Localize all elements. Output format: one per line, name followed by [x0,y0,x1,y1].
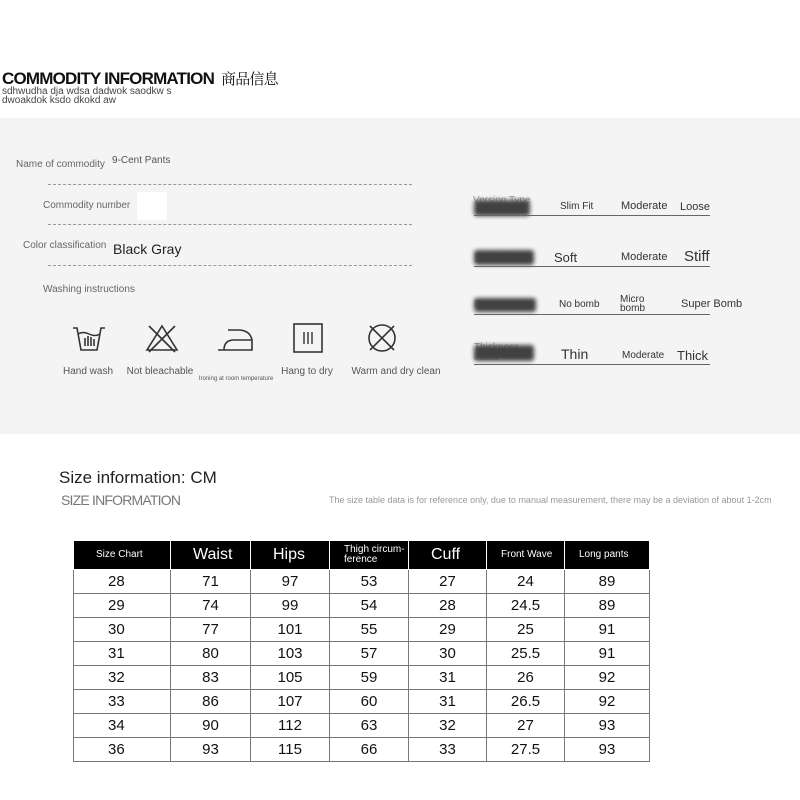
table-cell: 107 [251,690,330,714]
table-cell: 89 [565,594,650,618]
table-row [74,666,650,690]
table-cell: 115 [251,738,330,762]
name-of-commodity-value: 9-Cent Pants [112,155,171,166]
option-soft: Soft [554,250,578,265]
table-cell: 26 [487,666,565,690]
table-cell: 91 [565,618,650,642]
size-table-body [74,570,650,762]
table-cell: 31 [74,642,171,666]
warm-dry-clean-label: Warm and dry clean [351,366,441,377]
table-cell: 103 [251,642,330,666]
table-cell: 105 [251,666,330,690]
table-cell: 31 [409,690,487,714]
attribute-scale-line [474,364,710,365]
table-cell: 29 [74,594,171,618]
hand-wash-icon [69,322,109,354]
table-cell: 24.5 [487,594,565,618]
table-cell: 27.5 [487,738,565,762]
table-cell: 26.5 [487,690,565,714]
size-table-note: The size table data is for reference only, due to manual measurement, there may be a deviation of about 1-2cm [329,495,772,505]
option-super-bomb: Super Bomb [681,298,743,310]
divider [48,184,412,185]
divider [48,224,412,225]
table-cell: 112 [251,714,330,738]
option-moderate: Moderate [622,350,665,361]
table-cell: 93 [565,714,650,738]
table-row [74,642,650,666]
table-cell: 77 [171,618,251,642]
table-cell: 25 [487,618,565,642]
option-moderate: Moderate [621,251,668,263]
table-row [74,594,650,618]
option-thick: Thick [677,348,709,363]
table-cell: 32 [74,666,171,690]
not-bleachable-label: Not bleachable [126,366,194,377]
table-cell: 83 [171,666,251,690]
table-cell: 24 [487,570,565,594]
table-cell: 93 [565,738,650,762]
table-cell: 57 [330,642,409,666]
header-long-pants: Long pants [565,541,650,570]
table-cell: 59 [330,666,409,690]
size-information-subtitle: SIZE INFORMATION [61,492,181,508]
elastic-index-label: Elastic index [474,299,531,310]
option-no-bomb: No bomb [559,299,600,310]
table-cell: 55 [330,618,409,642]
option-moderate: Moderate [621,200,668,212]
table-cell: 91 [565,642,650,666]
ironing-label: Ironing at room temperature [198,376,274,382]
hand-wash-label: Hand wash [62,366,114,377]
table-cell: 28 [74,570,171,594]
option-thin: Thin [561,346,589,362]
table-cell: 31 [409,666,487,690]
table-cell: 99 [251,594,330,618]
thickness-index-label: Thickness index [474,342,520,363]
header-thigh: Thigh circum-ference [330,541,409,570]
option-stiff: Stiff [684,248,710,265]
table-cell: 92 [565,690,650,714]
header-front-wave: Front Wave [487,541,565,570]
washing-instructions-label: Washing instructions [43,284,135,295]
table-cell: 80 [171,642,251,666]
option-micro-bomb: Micro bomb [620,294,646,314]
hang-dry-icon [288,322,328,354]
table-cell: 93 [171,738,251,762]
commodity-number-value [137,192,167,220]
table-cell: 90 [171,714,251,738]
divider [48,265,412,266]
table-row [74,690,650,714]
option-loose: Loose [680,201,710,213]
table-cell: 33 [74,690,171,714]
table-cell: 30 [409,642,487,666]
header-waist: Waist [171,541,251,570]
table-cell: 33 [409,738,487,762]
table-cell: 101 [251,618,330,642]
table-row [74,738,650,762]
color-classification-label: Color classification [23,240,107,251]
table-row [74,618,650,642]
table-cell: 86 [171,690,251,714]
dry-clean-icon [362,322,402,354]
header-cuff: Cuff [409,541,487,570]
table-cell: 92 [565,666,650,690]
table-cell: 74 [171,594,251,618]
color-classification-value: Black Gray [113,241,182,257]
size-information-title: Size information: CM [59,468,217,487]
size-chart-table [73,540,650,762]
table-cell: 29 [409,618,487,642]
table-cell: 54 [330,594,409,618]
title-english: COMMODITY INFORMATION [2,69,215,88]
commodity-number-label: Commodity number [43,200,131,211]
soft-index-label: Soft index [474,251,528,265]
table-cell: 34 [74,714,171,738]
table-cell: 60 [330,690,409,714]
no-bleach-icon [142,322,182,354]
table-cell: 66 [330,738,409,762]
table-header-row [74,541,650,570]
header-subtitle: sdhwudha dja wdsa dadwok saodkw s dwoakdok ksdo dkokd aw [2,86,172,106]
attribute-scale-line [474,314,710,315]
name-of-commodity-label: Name of commodity [16,159,105,170]
table-cell: 25.5 [487,642,565,666]
table-cell: 32 [409,714,487,738]
iron-icon [214,322,254,354]
table-cell: 27 [409,570,487,594]
header-size-chart: Size Chart [74,541,171,570]
attribute-scale-line [474,266,710,267]
table-cell: 97 [251,570,330,594]
table-row [74,714,650,738]
header-hips: Hips [251,541,330,570]
table-cell: 28 [409,594,487,618]
table-cell: 89 [565,570,650,594]
title-chinese: 商品信息 [221,71,278,88]
table-cell: 63 [330,714,409,738]
table-cell: 27 [487,714,565,738]
version-type-label: Version Type [473,195,531,206]
table-cell: 36 [74,738,171,762]
table-row [74,570,650,594]
hang-to-dry-label: Hang to dry [281,366,333,377]
attribute-scale-line [474,215,710,216]
option-slim-fit: Slim Fit [560,201,594,212]
table-cell: 30 [74,618,171,642]
table-cell: 71 [171,570,251,594]
table-cell: 53 [330,570,409,594]
